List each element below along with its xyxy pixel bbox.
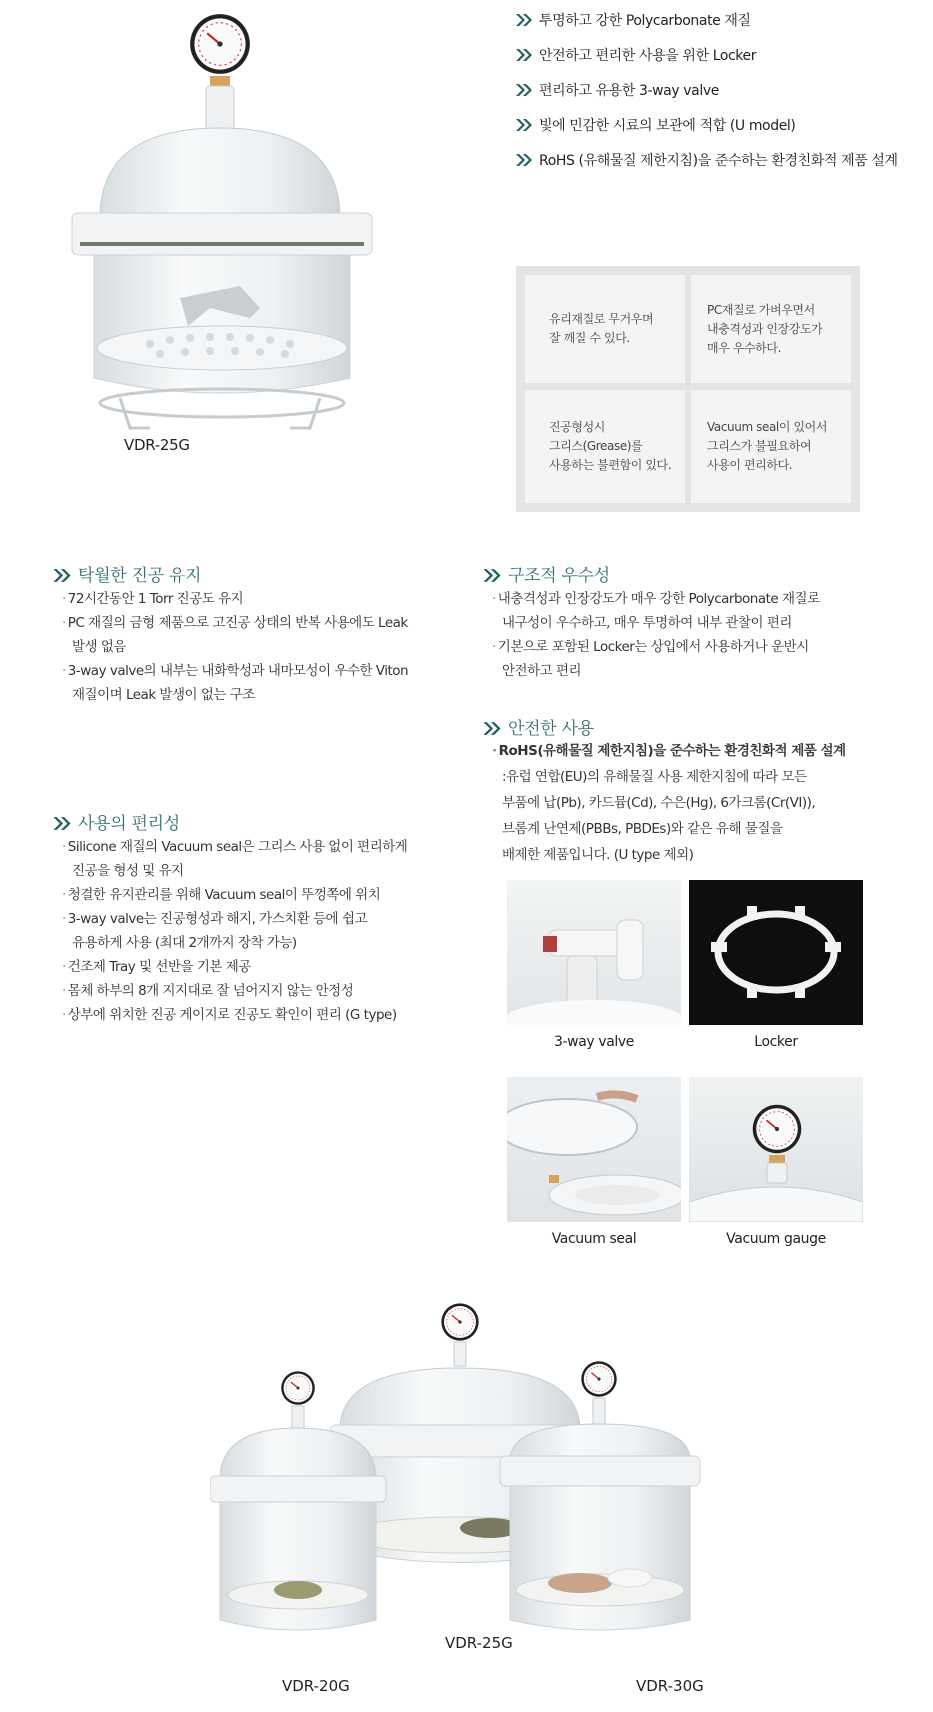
part-photo-locker: [689, 880, 863, 1025]
part-caption-valve: 3-way valve: [554, 1034, 634, 1050]
comparison-pc-weight: PC재질로 가벼우면서 내충격성과 인장강도가 매우 우수하다.: [691, 275, 851, 383]
list-line: · 청결한 유지관리를 위해 Vacuum seal이 뚜껑쪽에 위치: [62, 883, 407, 907]
section-list-structure: [492, 587, 820, 683]
section-list-vacuum: [62, 587, 408, 707]
list-line: · 상부에 위치한 진공 게이지로 진공도 확인이 편리 (G type): [62, 1003, 407, 1027]
section-title-convenience: 사용의 편리성: [52, 809, 180, 834]
chevron-icon: [482, 568, 502, 583]
list-line: · Silicone 재질의 Vacuum seal은 그리스 사용 없이 편리하게: [62, 835, 407, 859]
bottom-model-right: VDR-30G: [636, 1677, 704, 1695]
section-list-convenience: [62, 835, 407, 1027]
list-line: · 내충격성과 인장강도가 매우 강한 Polycarbonate 재질로: [492, 587, 820, 611]
chevron-icon: [515, 13, 533, 27]
list-line: :유럽 연합(EU)의 유해물질 사용 제한지침에 따라 모든: [502, 769, 807, 785]
product-photo-group: [210, 1300, 770, 1680]
list-line: 부품에 납(Pb), 카드뮴(Cd), 수은(Hg), 6가크롬(Cr(VI)),: [502, 795, 816, 811]
valve-illustration: [507, 880, 681, 1025]
feature-item: RoHS (유해물질 제한지침)을 준수하는 환경친화적 제품 설계: [515, 150, 898, 170]
part-caption-seal: Vacuum seal: [551, 1231, 637, 1247]
list-line: 내구성이 우수하고, 매우 투명하여 내부 관찰이 편리: [502, 615, 792, 631]
section-list-safety: [492, 738, 846, 868]
chevron-icon: [482, 721, 502, 736]
feature-item: 투명하고 강한 Polycarbonate 재질: [515, 10, 751, 30]
main-model-label: VDR-25G: [124, 436, 190, 454]
list-line: · 기본으로 포함된 Locker는 상입에서 사용하거나 운반시: [492, 635, 820, 659]
chevron-icon: [52, 568, 72, 583]
comparison-glass-grease: 진공형성시 그리스(Grease)를 사용하는 불편함이 있다.: [525, 390, 685, 503]
chevron-icon: [515, 118, 533, 132]
list-line: 배제한 제품입니다. (U type 제외): [502, 847, 694, 863]
locker-illustration: [689, 880, 863, 1025]
part-caption-gauge: Vacuum gauge: [726, 1231, 826, 1247]
feature-item: 편리하고 유용한 3-way valve: [515, 80, 719, 100]
chevron-icon: [515, 83, 533, 97]
part-caption-locker: Locker: [754, 1034, 798, 1050]
part-photo-gauge: [689, 1077, 863, 1222]
part-photo-seal: [507, 1077, 681, 1222]
list-line: 안전하고 편리: [502, 663, 582, 679]
desiccator-illustration: [60, 8, 430, 478]
list-line: 발생 없음: [72, 639, 126, 655]
feature-item: 빛에 민감한 시료의 보관에 적합 (U model): [515, 115, 795, 135]
list-line: · PC 재질의 금형 제품으로 고진공 상태의 반복 사용에도 Leak: [62, 611, 408, 635]
comparison-pc-seal: Vacuum seal이 있어서 그리스가 불필요하여 사용이 편리하다.: [691, 390, 851, 503]
desiccator-group-illustration: [210, 1300, 770, 1680]
gauge-illustration: [689, 1077, 863, 1222]
comparison-table: [516, 266, 860, 512]
list-line: · 몸체 하부의 8개 지지대로 잘 넘어지지 않는 안정성: [62, 979, 407, 1003]
list-line: · 건조제 Tray 및 선반을 기본 제공: [62, 955, 407, 979]
product-photo-main: [60, 8, 430, 478]
list-line: · 72시간동안 1 Torr 진공도 유지: [62, 587, 408, 611]
part-photo-valve: [507, 880, 681, 1025]
list-line: · 3-way valve는 진공형성과 해지, 가스치환 등에 쉽고: [62, 907, 407, 931]
chevron-icon: [515, 153, 533, 167]
list-line: 재질이며 Leak 발생이 없는 구조: [72, 687, 255, 703]
list-line: · 3-way valve의 내부는 내화학성과 내마모성이 우수한 Viton: [62, 659, 408, 683]
section-title-safety: 안전한 사용: [482, 714, 594, 739]
comparison-glass-weight: 유리재질로 무거우며 잘 깨질 수 있다.: [525, 275, 685, 383]
section-title-structure: 구조적 우수성: [482, 561, 610, 586]
bottom-model-center: VDR-25G: [445, 1634, 513, 1652]
chevron-icon: [52, 816, 72, 831]
list-line: 유용하게 사용 (최대 2개까지 장착 가능): [72, 935, 297, 951]
seal-illustration: [507, 1077, 681, 1222]
list-line: 진공을 형성 및 유지: [72, 863, 184, 879]
section-title-vacuum: 탁월한 진공 유지: [52, 561, 201, 586]
list-line: · RoHS(유해물질 제한지침)을 준수하는 환경친화적 제품 설계: [492, 738, 846, 764]
list-line: 브롬계 난연제(PBBs, PBDEs)와 같은 유해 물질을: [502, 821, 783, 837]
bottom-model-left: VDR-20G: [282, 1677, 350, 1695]
feature-item: 안전하고 편리한 사용을 위한 Locker: [515, 45, 756, 65]
chevron-icon: [515, 48, 533, 62]
